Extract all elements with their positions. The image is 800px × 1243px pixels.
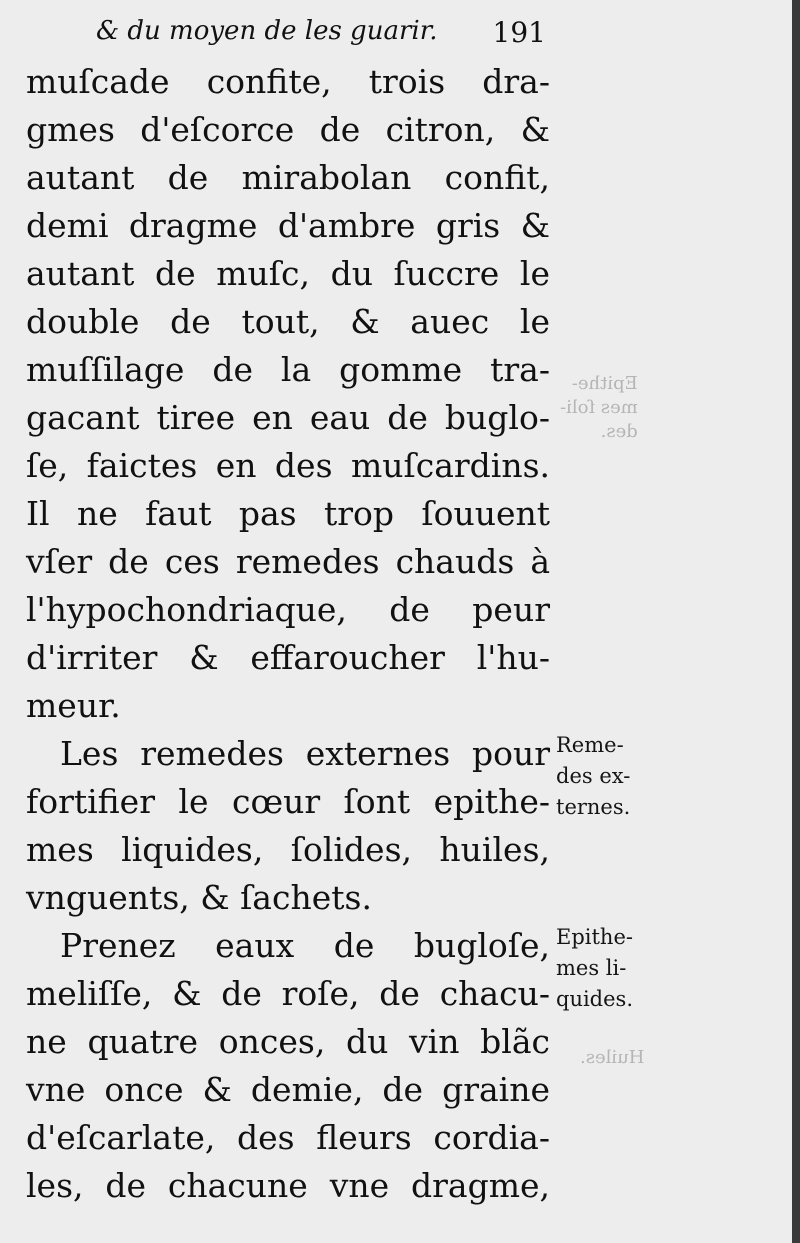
text-line: les, de chacune vne dragme, — [26, 1166, 550, 1205]
main-text-block — [26, 58, 550, 1210]
paragraph — [26, 922, 550, 1210]
text-line: gmes d'eſcorce de citron, & — [26, 110, 550, 149]
scan-edge — [792, 0, 800, 1243]
text-line: mes liquides, ſolides, huiles, — [26, 830, 550, 869]
margin-note-line: Reme- — [556, 733, 624, 757]
margin-note-line: mes li- — [556, 956, 627, 980]
bleed-through-note-upper — [560, 372, 638, 444]
text-line: meur. — [26, 686, 121, 725]
text-line: double de tout, & auec le — [26, 302, 550, 341]
text-line: vſer de ces remedes chauds à — [26, 542, 550, 581]
running-head-title: & du moyen de les guarir. — [96, 16, 438, 46]
text-line: d'irriter & effaroucher l'hu- — [26, 638, 550, 677]
margin-note-line: des ex- — [556, 764, 631, 788]
margin-note-line: Epithe- — [556, 925, 633, 949]
margin-note-remedes-externes — [556, 730, 666, 823]
text-line: Les remedes externes pour — [60, 734, 550, 773]
bleed-through-line: Epithe- — [571, 373, 638, 394]
text-line: gacant tiree en eau de buglo- — [26, 398, 550, 437]
text-line: autant de mirabolan confit, — [26, 158, 550, 197]
paragraph — [26, 730, 550, 922]
text-line: ſe, faictes en des muſcardins. — [26, 446, 550, 485]
text-line: muſcade confite, trois dra- — [26, 62, 550, 101]
text-line: Prenez eaux de bugloſe, — [60, 926, 550, 965]
text-line: ne quatre onces, du vin blãc — [26, 1022, 550, 1061]
text-line: meliſſe, & de roſe, de chacu- — [26, 974, 550, 1013]
text-line: vne once & demie, de graine — [26, 1070, 550, 1109]
text-line: fortifier le cœur ſont epithe- — [26, 782, 550, 821]
margin-note-line: quides. — [556, 987, 634, 1011]
running-header — [96, 12, 546, 52]
text-line: autant de muſc, du ſuccre le — [26, 254, 550, 293]
text-line: demi dragme d'ambre gris & — [26, 206, 550, 245]
text-line: l'hypochondriaque, de peur — [26, 590, 550, 629]
paragraph — [26, 58, 550, 730]
page-number: 191 — [492, 16, 546, 49]
bleed-through-note-lower — [580, 1046, 644, 1070]
text-line: d'eſcarlate, des fleurs cordia- — [26, 1118, 550, 1157]
bleed-through-line: Huiles. — [580, 1047, 645, 1068]
bleed-through-line: mes ſoli- — [560, 397, 638, 418]
text-line: Il ne faut pas trop ſouuent — [26, 494, 550, 533]
text-line: vnguents, & ſachets. — [26, 878, 372, 917]
text-line: muſſilage de la gomme tra- — [26, 350, 550, 389]
margin-note-epithemes-liquides — [556, 922, 666, 1015]
margin-note-line: ternes. — [556, 795, 631, 819]
bleed-through-line: des. — [600, 421, 638, 442]
